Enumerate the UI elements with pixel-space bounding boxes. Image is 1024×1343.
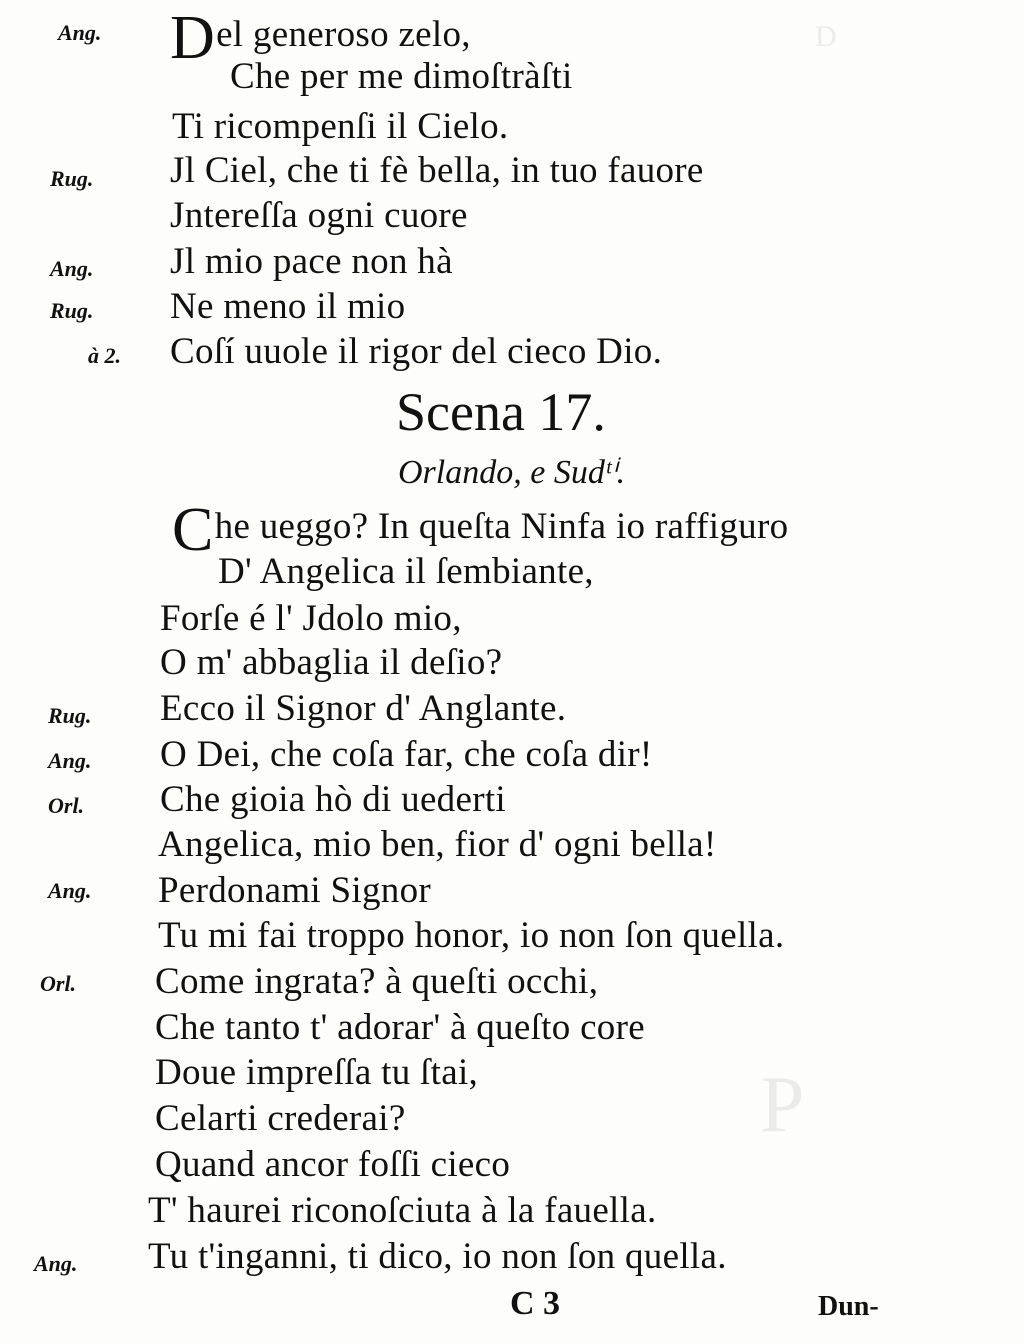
verse-line: Tu mi fai troppo honor, io non ſon quella. (158, 915, 785, 956)
speaker-label: Ang. (48, 748, 92, 773)
verse-line: D' Angelica il ſembiante, (218, 551, 594, 592)
verse-line: Come ingrata? à queſti occhi, (155, 961, 599, 1002)
speaker-label: Ang. (58, 20, 102, 45)
verse-line: Che per me dimoſtràſti (230, 56, 573, 97)
speaker-label: Ang. (48, 878, 92, 903)
verse-text: he ueggo? In queſta Ninfa io raffiguro (214, 506, 789, 547)
speaker-label: Rug. (50, 298, 94, 323)
verse-line: Che tanto t' adorar' à queſto core (155, 1007, 645, 1048)
speaker-label: Ang. (50, 256, 94, 281)
verse-line: Forſe é l' Jdolo mio, (160, 598, 462, 639)
scene-title: Scena 17. (396, 382, 606, 442)
verse-line: Ne meno il mio (170, 286, 406, 327)
verse-line: O Dei, che coſa far, che coſa dir! (160, 734, 653, 775)
verse-line: T' haurei riconoſciuta à la fauella. (148, 1190, 657, 1231)
speaker-label: Orl. (40, 971, 77, 996)
verse-line (172, 496, 789, 564)
verse-line: Ecco il Signor d' Anglante. (160, 688, 567, 729)
verse-line: Coſí uuole il rigor del cieco Dio. (170, 331, 663, 372)
verse-text: el generoso zelo, (216, 14, 471, 55)
catchword: Dun- (818, 1291, 879, 1322)
speaker-label: Ang. (34, 1251, 78, 1276)
verse-line: Che gioia hò di uederti (160, 779, 506, 820)
verse-line: Jntereſſa ogni cuore (170, 195, 468, 236)
speaker-label: Orl. (48, 793, 85, 818)
verse-line: Jl Ciel, che ti fè bella, in tuo fauore (170, 150, 704, 191)
signature-mark: C 3 (510, 1285, 561, 1322)
verse-line: Tu t'inganni, ti dico, io non ſon quella. (148, 1236, 727, 1277)
verse-line: Perdonami Signor (158, 870, 432, 911)
verse-line: Angelica, mio ben, fior d' ogni bella! (158, 824, 717, 865)
show-through-text: D (815, 20, 837, 53)
verse-line: Jl mio pace non hà (170, 241, 453, 282)
verse-line: Celarti crederai? (155, 1098, 406, 1139)
verse-line: Doue impreſſa tu ſtai, (155, 1052, 479, 1093)
verse-line: Quand ancor foſſi cieco (155, 1144, 511, 1185)
scene-characters: Orlando, e Sudᵗⁱ. (398, 454, 626, 491)
verse-line: O m' abbaglia il deſio? (160, 642, 503, 683)
speaker-label: à 2. (88, 343, 121, 368)
drop-cap: C (172, 496, 214, 564)
verse-line: Ti ricompenſi il Cielo. (172, 106, 509, 147)
speaker-label: Rug. (48, 703, 92, 728)
drop-cap: D (170, 4, 216, 72)
speaker-label: Rug. (50, 166, 94, 191)
show-through-initial: P (760, 1061, 805, 1149)
